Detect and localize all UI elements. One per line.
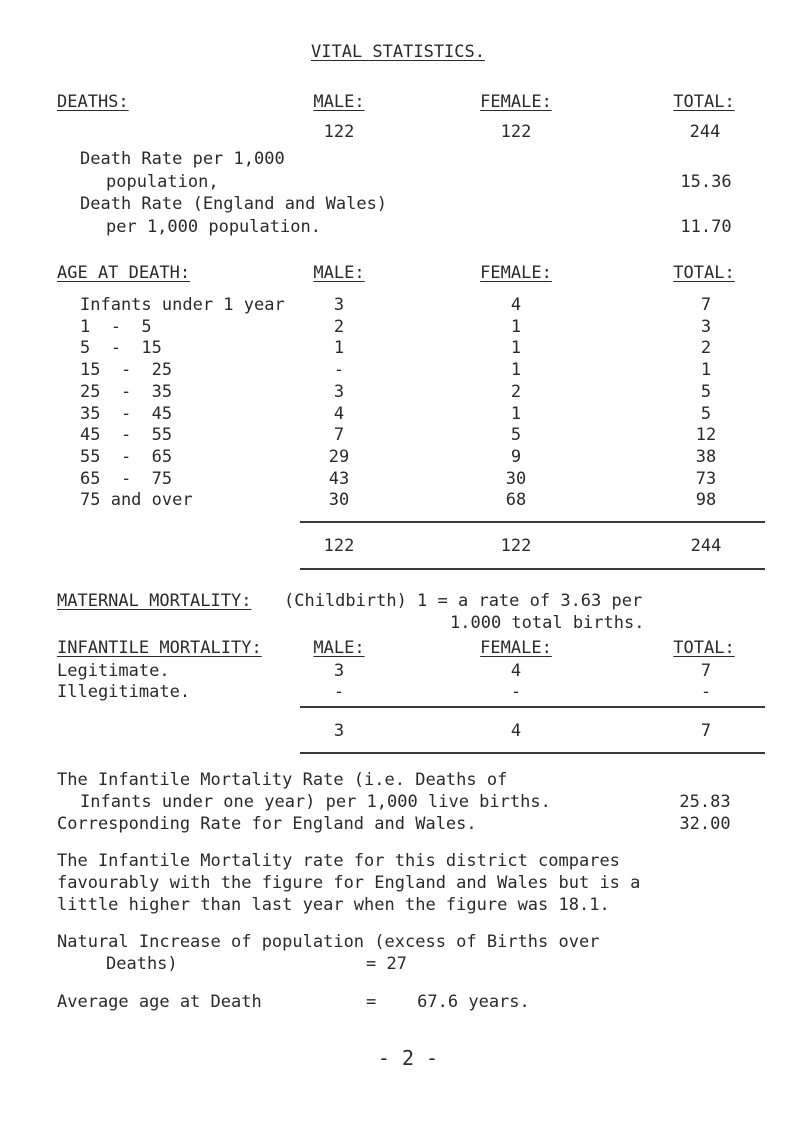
deaths-male-value: 122 — [323, 122, 355, 142]
age-male-value: 29 — [328, 446, 350, 467]
age-total-value: 38 — [695, 446, 717, 467]
age-range-label: 15 - 25 — [80, 360, 173, 381]
age-male-value: 4 — [333, 403, 345, 424]
infantile-sum-rule-bottom — [300, 752, 765, 754]
infantile-sum-male: 3 — [333, 721, 345, 741]
infantile-female-value: - — [510, 682, 522, 702]
age-col-total: TOTAL: — [673, 263, 735, 283]
age-range-label: 1 - 5 — [80, 316, 152, 337]
infantile-sum-total: 7 — [700, 721, 712, 741]
age-sum-total: 244 — [690, 536, 722, 556]
imr-line-1: The Infantile Mortality Rate (i.e. Deaths of — [57, 770, 508, 790]
age-female-value: 1 — [510, 316, 522, 337]
natural-increase-line-1: Natural Increase of population (excess of Births over — [57, 932, 600, 952]
page-title: VITAL STATISTICS. — [311, 42, 485, 62]
age-male-value: 2 — [333, 316, 345, 337]
age-male-value: 30 — [328, 490, 350, 511]
infantile-female-value: 4 — [510, 661, 522, 681]
age-col-male: MALE: — [313, 263, 365, 283]
infantile-col-male: MALE: — [313, 638, 365, 658]
natural-increase-line-2: Deaths) — [106, 954, 178, 974]
age-range-label: 45 - 55 — [80, 425, 173, 446]
page-number: - 2 - — [377, 1046, 439, 1070]
compare-line-2: favourably with the figure for England and Wales but is a — [57, 873, 641, 893]
average-age-label: Average age at Death — [57, 992, 262, 1012]
age-range-label: 35 - 45 — [80, 403, 173, 424]
infantile-male-value: 3 — [333, 661, 345, 681]
age-total-value: 3 — [700, 316, 712, 337]
infantile-total-value: - — [700, 682, 712, 702]
compare-line-3: little higher than last year when the figure was 18.1. — [57, 895, 610, 915]
age-female-value: 9 — [510, 446, 522, 467]
infantile-total-value: 7 — [700, 661, 712, 681]
age-female-value: 1 — [510, 338, 522, 359]
age-range-label: 5 - 15 — [80, 338, 162, 359]
age-total-value: 2 — [700, 338, 712, 359]
age-total-value: 5 — [700, 403, 712, 424]
imr-ew-value: 32.00 — [679, 814, 731, 834]
age-range-label: 55 - 65 — [80, 446, 173, 467]
age-at-death-heading: AGE AT DEATH: — [57, 263, 191, 283]
age-female-value: 5 — [510, 425, 522, 446]
age-female-value: 1 — [510, 360, 522, 381]
age-female-value: 1 — [510, 403, 522, 424]
age-male-value: 3 — [333, 381, 345, 402]
infantile-col-female: FEMALE: — [480, 638, 552, 658]
deaths-col-male: MALE: — [313, 92, 365, 112]
maternal-text-1: (Childbirth) 1 = a rate of 3.63 per — [284, 591, 643, 611]
age-sum-male: 122 — [323, 536, 355, 556]
age-female-value: 30 — [505, 468, 527, 489]
deaths-col-total: TOTAL: — [673, 92, 735, 112]
age-total-value: 98 — [695, 490, 717, 511]
age-total-value: 5 — [700, 381, 712, 402]
infantile-sum-female: 4 — [510, 721, 522, 741]
compare-line-1: The Infantile Mortality rate for this district compares — [57, 851, 620, 871]
age-female-value: 2 — [510, 381, 522, 402]
maternal-text-2: 1.000 total births. — [450, 613, 645, 633]
age-total-value: 1 — [700, 360, 712, 381]
death-rate-label: Death Rate per 1,000 — [80, 149, 285, 169]
natural-increase-value: = 27 — [366, 954, 407, 974]
age-sum-female: 122 — [500, 536, 532, 556]
age-male-value: - — [333, 360, 345, 381]
imr-value: 25.83 — [679, 792, 731, 812]
age-female-value: 68 — [505, 490, 527, 511]
age-male-value: 1 — [333, 338, 345, 359]
age-range-label: 75 and over — [80, 490, 193, 511]
infantile-male-value: - — [333, 682, 345, 702]
infantile-row-label: Legitimate. — [57, 661, 170, 681]
average-age-value: = 67.6 years. — [366, 992, 530, 1012]
age-male-value: 7 — [333, 425, 345, 446]
age-male-value: 43 — [328, 468, 350, 489]
age-total-value: 12 — [695, 425, 717, 446]
infantile-sum-rule — [300, 706, 765, 708]
deaths-heading: DEATHS: — [57, 92, 129, 112]
infantile-col-total: TOTAL: — [673, 638, 735, 658]
death-rate-label-2: population, — [106, 172, 219, 192]
age-male-value: 3 — [333, 295, 345, 315]
age-range-label: Infants under 1 year — [80, 295, 285, 315]
imr-ew-line: Corresponding Rate for England and Wales. — [57, 814, 477, 834]
age-range-label: 25 - 35 — [80, 381, 173, 402]
deaths-total-value: 244 — [689, 122, 721, 142]
age-total-value: 73 — [695, 468, 717, 489]
ew-death-rate-value: 11.70 — [680, 217, 732, 237]
death-rate-value: 15.36 — [680, 172, 732, 192]
age-total-value: 7 — [700, 295, 712, 315]
ew-death-rate-label-2: per 1,000 population. — [106, 217, 321, 237]
age-col-female: FEMALE: — [480, 263, 552, 283]
age-range-label: 65 - 75 — [80, 468, 173, 489]
ew-death-rate-label: Death Rate (England and Wales) — [80, 194, 388, 214]
infantile-row-label: Illegitimate. — [57, 682, 191, 702]
deaths-col-female: FEMALE: — [480, 92, 552, 112]
age-sum-rule — [300, 521, 765, 523]
age-sum-rule-bottom — [300, 568, 765, 570]
infantile-heading: INFANTILE MORTALITY: — [57, 638, 262, 658]
deaths-female-value: 122 — [500, 122, 532, 142]
age-female-value: 4 — [510, 295, 522, 315]
maternal-heading: MATERNAL MORTALITY: — [57, 591, 252, 611]
imr-line-2: Infants under one year) per 1,000 live births. — [80, 792, 551, 812]
